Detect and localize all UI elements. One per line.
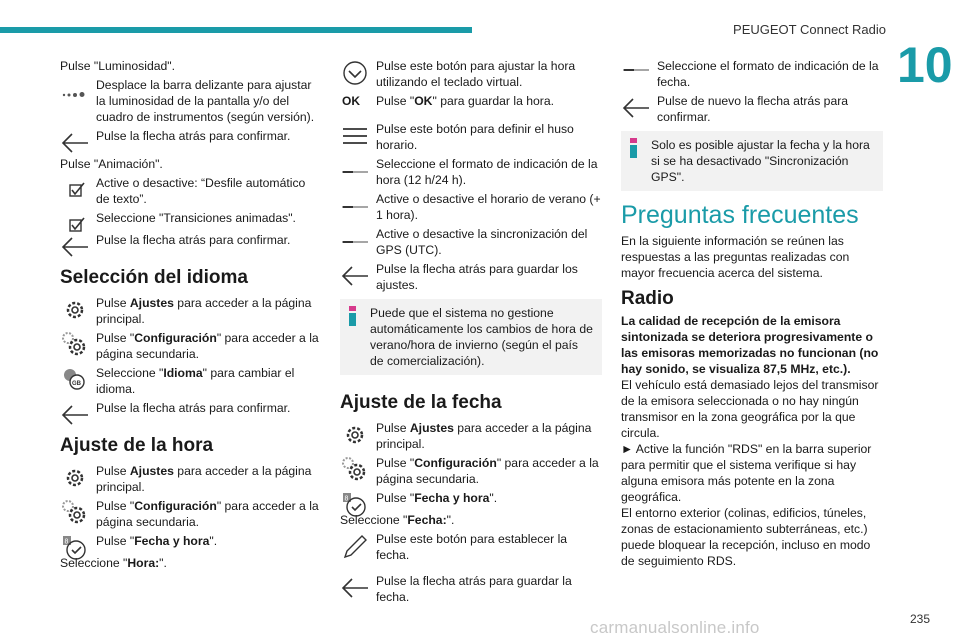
- date-format-step: [621, 58, 883, 90]
- animation-scroll-text: Active o desactive: “Desfile automático de texto”.: [96, 176, 306, 206]
- info-icon: [349, 306, 356, 326]
- animation-transitions-step: [60, 210, 322, 226]
- back-again-text: Pulse de nuevo la flecha atrás para confirmar.: [657, 94, 849, 124]
- back-arrow-icon: [60, 128, 90, 160]
- faq-heading: Preguntas frecuentes: [621, 201, 859, 229]
- timezone-step: [340, 121, 602, 153]
- double-gear-icon: [60, 498, 90, 530]
- double-gear-icon: [340, 455, 370, 487]
- date-pen-text: Pulse este botón para establecer la fecha.: [376, 532, 568, 562]
- gear-icon: [340, 420, 370, 452]
- language-settings-step: [60, 295, 322, 327]
- radio-answer-1: El vehículo está demasiado lejos del transmisor de la emisora seleccionada o no hay ningún transmisor en la zona geográfica por la que circula.: [621, 378, 879, 440]
- luminosity-slider-text: Desplace la barra delizante para ajustar la luminosidad de la pantalla y/o del cuadro de instrumentos (según versión).: [96, 78, 315, 124]
- keyboard-step: [340, 58, 602, 90]
- date-datetime-step: [340, 490, 602, 506]
- language-config-text: Pulse "Configuración" para acceder a la página secundaria.: [96, 331, 319, 361]
- svg-text:GB: GB: [72, 381, 81, 387]
- time-select-text: Seleccione "Hora:".: [60, 556, 167, 570]
- back-arrow-icon: [60, 232, 90, 264]
- keyboard-text: Pulse este botón para ajustar la hora utilizando el teclado virtual.: [376, 59, 576, 89]
- back-step-1: [60, 128, 322, 144]
- date-select-text: Seleccione "Fecha:".: [340, 513, 455, 527]
- faq-intro: En la siguiente información se reúnen las respuestas a las preguntas realizadas con mayor frecuencia acerca del sistema.: [621, 234, 850, 280]
- language-config-step: [60, 330, 322, 362]
- luminosity-intro: Pulse "Luminosidad".: [60, 59, 176, 73]
- toggle-icon: [340, 226, 370, 258]
- gps-note-text: Solo es posible ajustar la fecha y la hora si se ha desactivado "Sincronización GPS".: [651, 138, 870, 184]
- svg-text:8: 8: [64, 538, 69, 546]
- language-select-text: Seleccione "Idioma" para cambiar el idioma.: [96, 366, 295, 396]
- time-settings-text: Pulse Ajustes para acceder a la página principal.: [96, 464, 312, 494]
- date-pen-step: [340, 531, 602, 563]
- date-settings-text: Pulse Ajustes para acceder a la página principal.: [376, 421, 592, 451]
- clock-icon: [60, 533, 90, 565]
- ok-icon: [340, 93, 370, 109]
- ok-text: Pulse "OK" para guardar la hora.: [376, 94, 555, 108]
- svg-text:8: 8: [344, 495, 349, 503]
- back-arrow-icon: [340, 573, 370, 605]
- time-settings-step: [60, 463, 322, 495]
- back-text-3: Pulse la flecha atrás para confirmar.: [96, 401, 291, 415]
- back-text-2: Pulse la flecha atrás para confirmar.: [96, 233, 291, 247]
- menu-icon: [340, 121, 370, 153]
- summer-text: Active o desactive el horario de verano (+ 1 hora).: [376, 192, 601, 222]
- info-icon: [630, 138, 637, 158]
- footer-watermark: carmanualsonline.info: [590, 618, 760, 637]
- clock-icon: [340, 490, 370, 522]
- ok-label: OK: [342, 94, 360, 108]
- back-step-3: [60, 400, 322, 416]
- back-again-step: [621, 93, 883, 125]
- gear-icon: [60, 463, 90, 495]
- date-datetime-text: Pulse "Fecha y hora".: [376, 491, 498, 505]
- ok-step: [340, 93, 602, 109]
- chevron-down-icon: [340, 58, 370, 90]
- time-datetime-text: Pulse "Fecha y hora".: [96, 534, 218, 548]
- column-2: [340, 58, 602, 608]
- column-1: [60, 58, 322, 574]
- time-config-text: Pulse "Configuración" para acceder a la página secundaria.: [96, 499, 319, 529]
- date-heading: Ajuste de la fecha: [340, 392, 502, 413]
- toggle-icon: [340, 191, 370, 223]
- dst-note-text: Puede que el sistema no gestione automáticamente los cambios de hora de verano/hora de invierno (según el país de comercialización).: [370, 306, 593, 368]
- pencil-icon: [340, 531, 370, 563]
- back-arrow-icon: [340, 261, 370, 293]
- format-step: [340, 156, 602, 188]
- dst-note: [340, 299, 602, 375]
- gps-note: [621, 131, 883, 191]
- animation-transitions-text: Seleccione "Transiciones animadas".: [96, 211, 296, 225]
- toggle-icon: [340, 156, 370, 188]
- back-step-2: [60, 232, 322, 248]
- gear-icon: [60, 295, 90, 327]
- back-arrow-icon: [60, 400, 90, 432]
- language-select-step: [60, 365, 322, 397]
- timezone-text: Pulse este botón para definir el huso horario.: [376, 122, 574, 152]
- summer-step: [340, 191, 602, 223]
- radio-answer-2: ► Active la función "RDS" en la barra superior para permitir que el sistema verifique si hay alguna emisora más potente en la zona geográfica.: [621, 442, 872, 504]
- back-step-time: [340, 261, 602, 293]
- double-gear-icon: [60, 330, 90, 362]
- back-arrow-icon: [621, 93, 651, 125]
- language-settings-text: Pulse Ajustes para acceder a la página principal.: [96, 296, 312, 326]
- back-text-1: Pulse la flecha atrás para confirmar.: [96, 129, 291, 143]
- date-settings-step: [340, 420, 602, 452]
- page-number: 235: [910, 612, 931, 626]
- date-format-text: Seleccione el formato de indicación de la fecha.: [657, 59, 879, 89]
- date-back-step: [340, 573, 602, 605]
- gps-step: [340, 226, 602, 258]
- radio-heading: Radio: [621, 288, 674, 309]
- time-heading: Ajuste de la hora: [60, 435, 214, 456]
- language-heading: Selección del idioma: [60, 267, 248, 288]
- column-3: [621, 58, 883, 569]
- toggle-icon: [621, 58, 651, 90]
- checkbox-icon: [60, 175, 90, 207]
- top-accent-bar: [0, 27, 472, 33]
- gps-text: Active o desactive la sincronización del GPS (UTC).: [376, 227, 588, 257]
- format-text: Seleccione el formato de indicación de la hora (12 h/24 h).: [376, 157, 598, 187]
- language-flag-icon: [60, 365, 90, 397]
- date-config-text: Pulse "Configuración" para acceder a la página secundaria.: [376, 456, 599, 486]
- time-datetime-step: [60, 533, 322, 549]
- animation-scroll-step: [60, 175, 322, 207]
- animation-intro: Pulse "Animación".: [60, 157, 163, 171]
- header-title: PEUGEOT Connect Radio: [733, 22, 886, 37]
- radio-answer-3: El entorno exterior (colinas, edificios, túneles, zonas de estacionamiento subterráneas, etc.) puede bloquear la recepción, incluso en modo de seguimiento RDS.: [621, 506, 871, 568]
- time-config-step: [60, 498, 322, 530]
- chapter-number: 10: [897, 37, 953, 93]
- slider-dots-icon: [60, 77, 90, 109]
- luminosity-slider-step: [60, 77, 322, 125]
- date-config-step: [340, 455, 602, 487]
- back-time-text: Pulse la flecha atrás para guardar los ajustes.: [376, 262, 578, 292]
- date-back-text: Pulse la flecha atrás para guardar la fecha.: [376, 574, 572, 604]
- radio-question: La calidad de recepción de la emisora sintonizada se deteriora progresivamente o las emisoras memorizadas no funcionan (no hay sonido, se visualiza 87,5 MHz, etc.).: [621, 314, 879, 376]
